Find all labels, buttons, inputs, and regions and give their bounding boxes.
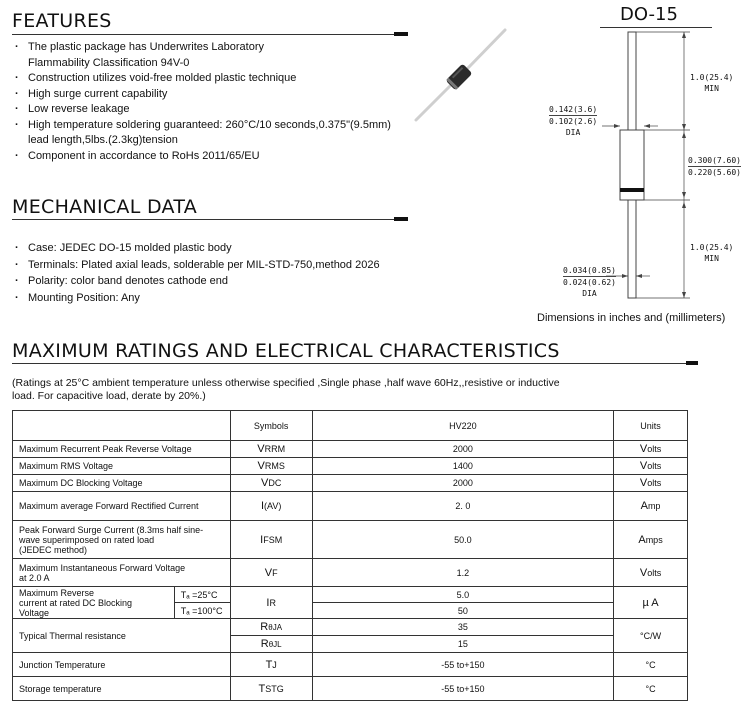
feature-item: · High surge current capability — [12, 87, 391, 103]
ratings-table — [12, 410, 688, 701]
header-units: Units — [614, 411, 688, 441]
mechanical-item: · Polarity: color band denotes cathode end — [12, 273, 380, 290]
lead-top-dim: 1.0(25.4) MIN — [690, 73, 734, 93]
package-title: DO-15 — [620, 4, 678, 25]
table-row: Maximum Reverse current at rated DC Blocking Voltage Tₐ =25°C IR 5.0 µ A — [13, 587, 688, 603]
body-dia-dim: 0.142(3.6) 0.102(2.6) DIA — [549, 105, 598, 137]
features-rule — [12, 34, 406, 35]
mechanical-title: MECHANICAL DATA — [12, 196, 198, 218]
table-row: Tₐ =100°C 50 — [13, 603, 688, 619]
ratings-rule-end — [686, 361, 698, 365]
feature-item: · Construction utilizes void-free molded plastic technique — [12, 71, 391, 87]
mechanical-rule-end — [394, 217, 408, 221]
table-row: RθJL 15 — [13, 636, 688, 653]
table-row: Maximum DC Blocking Voltage VDC 2000 Volts — [13, 475, 688, 492]
feature-item: · Component in accordance to RoHs 2011/65/EU — [12, 149, 391, 165]
table-row: Junction Temperature TJ -55 to+150 °C — [13, 653, 688, 677]
mechanical-item: · Terminals: Plated axial leads, solderable per MIL-STD-750,method 2026 — [12, 257, 380, 274]
table-row: Typical Thermal resistance RθJA 35 °C/W — [13, 619, 688, 636]
mechanical-rule — [12, 219, 406, 220]
diode-image — [410, 20, 520, 130]
ratings-note: (Ratings at 25°C ambient temperature unless otherwise specified ,Single phase ,half wave 60Hz,,resistive or inductive load. For capacitive load, derate by 20%.) — [12, 377, 560, 402]
header-part: HV220 — [312, 411, 613, 441]
features-title: FEATURES — [12, 10, 112, 32]
table-row: Maximum RMS Voltage VRMS 1400 Volts — [13, 458, 688, 475]
header-symbols: Symbols — [230, 411, 312, 441]
feature-item: · High temperature soldering guaranteed: 260°C/10 seconds,0.375"(9.5mm) lead length,5lbs.(2.3kg)tension — [12, 118, 391, 149]
ratings-title: MAXIMUM RATINGS AND ELECTRICAL CHARACTERISTICS — [12, 340, 560, 362]
table-header-row — [13, 411, 688, 441]
table-row: Peak Forward Surge Current (8.3ms half sine- wave superimposed on rated load (JEDEC method) IFSM 50.0 Amps — [13, 521, 688, 559]
body-len-dim: 0.300(7.60) 0.220(5.60) — [688, 156, 741, 177]
features-rule-end — [394, 32, 408, 36]
table-row: Maximum Instantaneous Forward Voltage at 2.0 A VF 1.2 Volts — [13, 559, 688, 587]
ratings-rule — [12, 363, 696, 364]
mechanical-item: · Mounting Position: Any — [12, 290, 380, 307]
table-row: Maximum Recurrent Peak Reverse Voltage VRRM 2000 Volts — [13, 441, 688, 458]
table-row: Storage temperature TSTG -55 to+150 °C — [13, 677, 688, 701]
dimensions-caption: Dimensions in inches and (millimeters) — [537, 312, 726, 324]
feature-item: · Low reverse leakage — [12, 102, 391, 118]
feature-item: · The plastic package has Underwrites Laboratory Flammability Classification 94V-0 — [12, 40, 391, 71]
mechanical-item: · Case: JEDEC DO-15 molded plastic body — [12, 240, 380, 257]
lead-bot-dim: 1.0(25.4) MIN — [690, 243, 734, 263]
features-list — [12, 40, 391, 164]
table-row: Maximum average Forward Rectified Current I(AV) 2. 0 Amp — [13, 492, 688, 521]
mechanical-list — [12, 240, 380, 306]
lead-dia-dim: 0.034(0.85) 0.024(0.62) DIA — [563, 266, 616, 298]
